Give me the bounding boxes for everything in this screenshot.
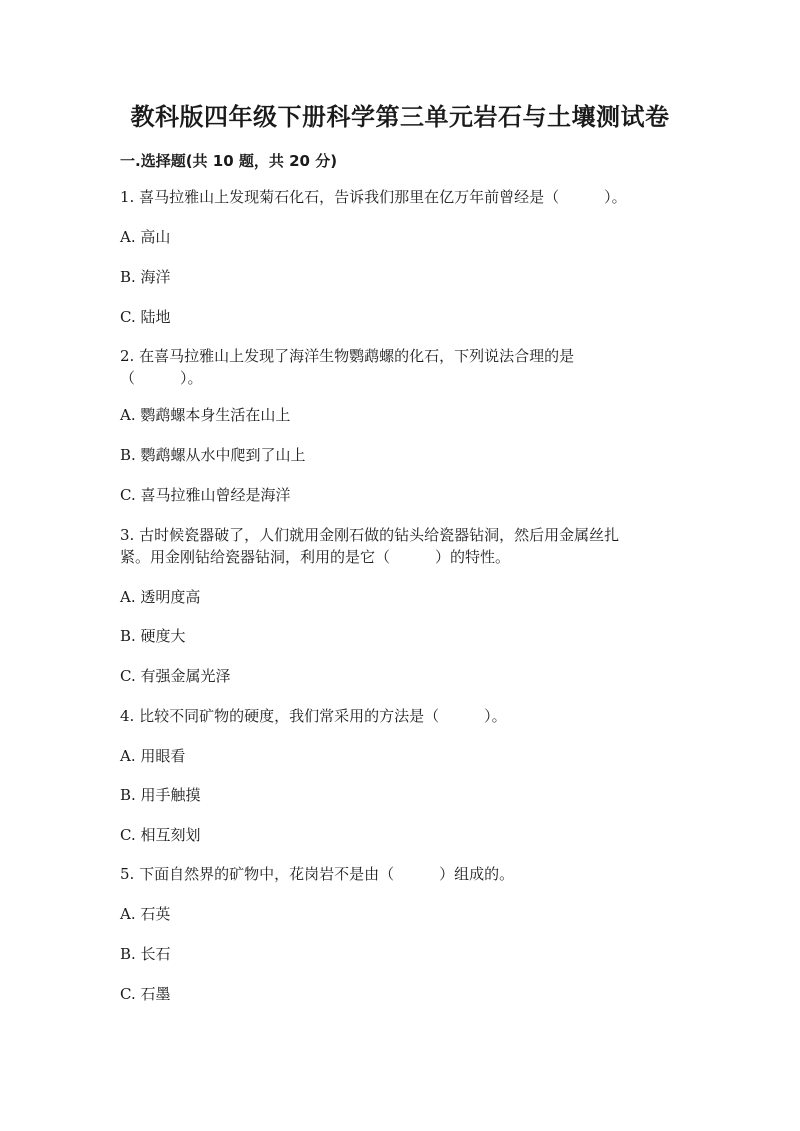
question-2-option-c[interactable]: C. 喜马拉雅山曾经是海洋 [120, 486, 291, 504]
question-4-option-c[interactable]: C. 相互刻划 [120, 826, 201, 844]
question-4-stem: 4. 比较不同矿物的硬度，我们常采用的方法是（ ）。 [120, 707, 507, 725]
section-heading: 一.选择题(共 10 题，共 20 分) [120, 152, 338, 170]
question-5-option-c[interactable]: C. 石墨 [120, 985, 171, 1003]
question-5-stem: 5. 下面自然界的矿物中，花岗岩不是由（ ）组成的。 [120, 865, 515, 883]
question-3-option-c[interactable]: C. 有强金属光泽 [120, 667, 231, 685]
question-3-stem-line2: 紧。用金刚钻给瓷器钻洞，利用的是它（ ）的特性。 [120, 548, 511, 566]
question-2-stem-line2: （ ）。 [120, 369, 203, 387]
question-1-option-c[interactable]: C. 陆地 [120, 308, 171, 326]
question-3-stem-line1: 3. 古时候瓷器破了，人们就用金刚石做的钻头给瓷器钻洞，然后用金属丝扎 [120, 526, 620, 544]
question-1-option-b[interactable]: B. 海洋 [120, 268, 171, 286]
question-4-option-a[interactable]: A. 用眼看 [120, 747, 186, 765]
question-1-option-a[interactable]: A. 高山 [120, 228, 171, 246]
question-5-option-a[interactable]: A. 石英 [120, 905, 171, 923]
page-title: 教科版四年级下册科学第三单元岩石与土壤测试卷 [130, 103, 670, 131]
question-3-option-a[interactable]: A. 透明度高 [120, 588, 201, 606]
question-2-option-a[interactable]: A. 鹦鹉螺本身生活在山上 [120, 406, 291, 424]
question-1-stem: 1. 喜马拉雅山上发现菊石化石，告诉我们那里在亿万年前曾经是（ ）。 [120, 188, 627, 206]
question-4-option-b[interactable]: B. 用手触摸 [120, 786, 201, 804]
question-2-option-b[interactable]: B. 鹦鹉螺从水中爬到了山上 [120, 446, 306, 464]
question-2-stem-line1: 2. 在喜马拉雅山上发现了海洋生物鹦鹉螺的化石，下列说法合理的是 [120, 347, 575, 365]
question-3-option-b[interactable]: B. 硬度大 [120, 627, 186, 645]
question-5-option-b[interactable]: B. 长石 [120, 945, 171, 963]
